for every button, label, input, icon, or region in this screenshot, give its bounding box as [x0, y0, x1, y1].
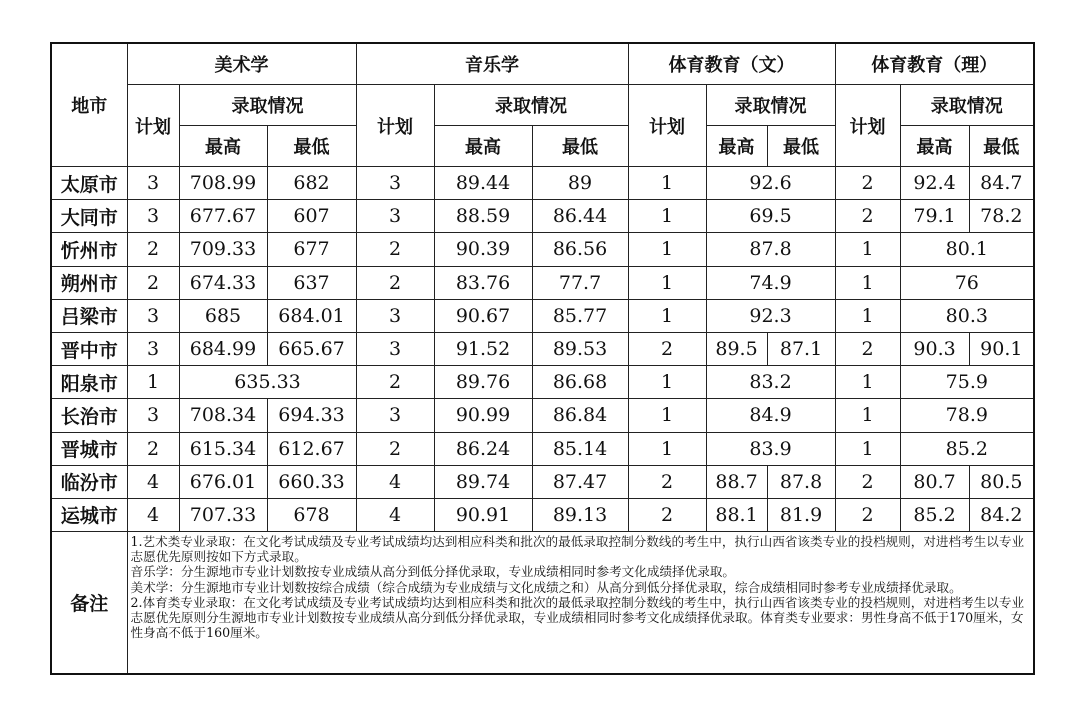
tiyu-li-low: 84.2	[969, 498, 1034, 531]
city-name: 晋城市	[51, 432, 127, 465]
header-admission: 录取情况	[179, 85, 356, 126]
header-plan: 计划	[356, 85, 434, 167]
header-group-meishu: 美术学	[127, 43, 356, 85]
city-name: 运城市	[51, 498, 127, 531]
meishu-low: 665.67	[267, 332, 356, 365]
tiyu-wen-plan: 1	[628, 299, 706, 332]
meishu-plan: 3	[127, 167, 179, 200]
yinyue-low: 89	[532, 167, 628, 200]
tiyu-wen-score-merged: 92.6	[706, 167, 835, 200]
city-name: 朔州市	[51, 266, 127, 299]
meishu-high: 707.33	[179, 498, 267, 531]
yinyue-plan: 2	[356, 366, 434, 399]
tiyu-wen-plan: 2	[628, 465, 706, 498]
meishu-plan: 4	[127, 465, 179, 498]
yinyue-high: 90.91	[434, 498, 532, 531]
tiyu-wen-high: 88.7	[706, 465, 767, 498]
header-low: 最低	[532, 126, 628, 167]
meishu-low: 660.33	[267, 465, 356, 498]
tiyu-li-plan: 2	[835, 465, 900, 498]
tiyu-li-plan: 1	[835, 299, 900, 332]
header-group-yinyue: 音乐学	[356, 43, 628, 85]
meishu-plan: 2	[127, 266, 179, 299]
tiyu-wen-plan: 1	[628, 167, 706, 200]
tiyu-li-low: 80.5	[969, 465, 1034, 498]
header-plan: 计划	[127, 85, 179, 167]
city-name: 太原市	[51, 167, 127, 200]
tiyu-li-high: 80.7	[900, 465, 969, 498]
tiyu-wen-score-merged: 74.9	[706, 266, 835, 299]
tiyu-wen-low: 81.9	[767, 498, 835, 531]
tiyu-li-score-merged: 76	[900, 266, 1034, 299]
yinyue-high: 90.99	[434, 399, 532, 432]
yinyue-plan: 2	[356, 266, 434, 299]
meishu-plan: 3	[127, 200, 179, 233]
meishu-low: 637	[267, 266, 356, 299]
city-name: 临汾市	[51, 465, 127, 498]
header-high: 最高	[900, 126, 969, 167]
meishu-low: 682	[267, 167, 356, 200]
meishu-low: 677	[267, 233, 356, 266]
table-row	[51, 332, 1034, 365]
yinyue-plan: 3	[356, 200, 434, 233]
meishu-score-merged: 635.33	[179, 366, 356, 399]
tiyu-li-score-merged: 78.9	[900, 399, 1034, 432]
tiyu-li-high: 85.2	[900, 498, 969, 531]
tiyu-wen-score-merged: 92.3	[706, 299, 835, 332]
tiyu-li-low: 84.7	[969, 167, 1034, 200]
tiyu-li-low: 90.1	[969, 332, 1034, 365]
notes-line: 2.体育类专业录取：在文化考试成绩及专业考试成绩均达到相应科类和批次的最低录取控制分数线的考生中，执行山西省该类专业的投档规则，对进档考生以专业志愿优先原则分生源地市专业计划数按专业成绩从高分到低分择优录取，专业成绩相同时参考文化成绩择优录取。体育类专业要求：男性身高不低于170厘米，女性身高不低于160厘米。	[130, 594, 1025, 641]
meishu-high: 676.01	[179, 465, 267, 498]
tiyu-wen-plan: 2	[628, 332, 706, 365]
yinyue-plan: 3	[356, 399, 434, 432]
header-high: 最高	[179, 126, 267, 167]
table-row	[51, 200, 1034, 233]
tiyu-li-high: 79.1	[900, 200, 969, 233]
meishu-high: 615.34	[179, 432, 267, 465]
notes-label: 备注	[51, 532, 127, 675]
yinyue-high: 86.24	[434, 432, 532, 465]
yinyue-high: 90.67	[434, 299, 532, 332]
meishu-low: 678	[267, 498, 356, 531]
tiyu-li-high: 90.3	[900, 332, 969, 365]
tiyu-li-plan: 1	[835, 233, 900, 266]
header-plan: 计划	[628, 85, 706, 167]
yinyue-plan: 3	[356, 332, 434, 365]
tiyu-li-score-merged: 85.2	[900, 432, 1034, 465]
notes-text	[127, 532, 1034, 675]
city-name: 晋中市	[51, 332, 127, 365]
tiyu-wen-low: 87.8	[767, 465, 835, 498]
table-row	[51, 167, 1034, 200]
yinyue-low: 85.77	[532, 299, 628, 332]
header-admission: 录取情况	[900, 85, 1034, 126]
tiyu-li-low: 78.2	[969, 200, 1034, 233]
yinyue-high: 83.76	[434, 266, 532, 299]
notes-line: 美术学：分生源地市专业计划数按综合成绩（综合成绩为专业成绩与文化成绩之和）从高分到低分择优录取，综合成绩相同时参考专业成绩择优录取。	[130, 579, 962, 595]
yinyue-low: 87.47	[532, 465, 628, 498]
tiyu-li-plan: 1	[835, 432, 900, 465]
meishu-plan: 1	[127, 366, 179, 399]
city-name: 吕梁市	[51, 299, 127, 332]
table-row	[51, 498, 1034, 531]
city-name: 大同市	[51, 200, 127, 233]
city-name: 阳泉市	[51, 366, 127, 399]
header-admission: 录取情况	[434, 85, 628, 126]
yinyue-plan: 2	[356, 233, 434, 266]
meishu-high: 677.67	[179, 200, 267, 233]
tiyu-li-plan: 1	[835, 399, 900, 432]
meishu-high: 685	[179, 299, 267, 332]
tiyu-li-score-merged: 75.9	[900, 366, 1034, 399]
yinyue-low: 86.56	[532, 233, 628, 266]
header-city: 地市	[51, 43, 127, 167]
header-high: 最高	[434, 126, 532, 167]
header-group-tiyu-li: 体育教育（理）	[835, 43, 1034, 85]
header-admission: 录取情况	[706, 85, 835, 126]
tiyu-wen-score-merged: 69.5	[706, 200, 835, 233]
meishu-low: 684.01	[267, 299, 356, 332]
tiyu-li-plan: 2	[835, 167, 900, 200]
tiyu-wen-score-merged: 84.9	[706, 399, 835, 432]
yinyue-low: 86.68	[532, 366, 628, 399]
meishu-plan: 4	[127, 498, 179, 531]
yinyue-low: 85.14	[532, 432, 628, 465]
table-row	[51, 465, 1034, 498]
tiyu-wen-plan: 1	[628, 200, 706, 233]
meishu-high: 709.33	[179, 233, 267, 266]
yinyue-high: 89.74	[434, 465, 532, 498]
meishu-high: 708.99	[179, 167, 267, 200]
city-name: 长治市	[51, 399, 127, 432]
tiyu-wen-plan: 1	[628, 432, 706, 465]
meishu-plan: 3	[127, 332, 179, 365]
table-row	[51, 399, 1034, 432]
notes-line: 1.艺术类专业录取：在文化考试成绩及专业考试成绩均达到相应科类和批次的最低录取控制分数线的考生中，执行山西省该类专业的投档规则，对进档考生以专业志愿优先原则按如下方式录取。	[130, 534, 1025, 565]
meishu-plan: 3	[127, 399, 179, 432]
table-row	[51, 266, 1034, 299]
yinyue-high: 89.44	[434, 167, 532, 200]
yinyue-high: 88.59	[434, 200, 532, 233]
tiyu-wen-score-merged: 87.8	[706, 233, 835, 266]
tiyu-wen-plan: 1	[628, 266, 706, 299]
tiyu-li-score-merged: 80.3	[900, 299, 1034, 332]
yinyue-low: 77.7	[532, 266, 628, 299]
admission-table	[50, 42, 1035, 675]
header-low: 最低	[767, 126, 835, 167]
yinyue-plan: 4	[356, 498, 434, 531]
tiyu-wen-plan: 1	[628, 366, 706, 399]
meishu-low: 612.67	[267, 432, 356, 465]
yinyue-low: 86.84	[532, 399, 628, 432]
yinyue-low: 89.53	[532, 332, 628, 365]
yinyue-low: 89.13	[532, 498, 628, 531]
meishu-low: 607	[267, 200, 356, 233]
tiyu-wen-plan: 2	[628, 498, 706, 531]
header-high: 最高	[706, 126, 767, 167]
yinyue-plan: 4	[356, 465, 434, 498]
tiyu-li-plan: 1	[835, 266, 900, 299]
tiyu-li-plan: 2	[835, 332, 900, 365]
header-group-tiyu-wen: 体育教育（文）	[628, 43, 835, 85]
yinyue-high: 91.52	[434, 332, 532, 365]
yinyue-high: 89.76	[434, 366, 532, 399]
yinyue-plan: 2	[356, 432, 434, 465]
table-row	[51, 432, 1034, 465]
city-name: 忻州市	[51, 233, 127, 266]
yinyue-high: 90.39	[434, 233, 532, 266]
meishu-plan: 2	[127, 432, 179, 465]
meishu-high: 708.34	[179, 399, 267, 432]
tiyu-li-high: 92.4	[900, 167, 969, 200]
tiyu-li-plan: 2	[835, 200, 900, 233]
tiyu-wen-score-merged: 83.2	[706, 366, 835, 399]
tiyu-wen-high: 89.5	[706, 332, 767, 365]
tiyu-wen-plan: 1	[628, 399, 706, 432]
tiyu-wen-plan: 1	[628, 233, 706, 266]
meishu-plan: 3	[127, 299, 179, 332]
meishu-high: 674.33	[179, 266, 267, 299]
meishu-low: 694.33	[267, 399, 356, 432]
table-row	[51, 233, 1034, 266]
header-low: 最低	[969, 126, 1034, 167]
notes-line: 音乐学：分生源地市专业计划数按专业成绩从高分到低分择优录取，专业成绩相同时参考文化成绩择优录取。	[130, 564, 735, 580]
yinyue-low: 86.44	[532, 200, 628, 233]
meishu-plan: 2	[127, 233, 179, 266]
tiyu-li-plan: 1	[835, 366, 900, 399]
tiyu-li-score-merged: 80.1	[900, 233, 1034, 266]
tiyu-wen-high: 88.1	[706, 498, 767, 531]
tiyu-wen-low: 87.1	[767, 332, 835, 365]
tiyu-wen-score-merged: 83.9	[706, 432, 835, 465]
header-low: 最低	[267, 126, 356, 167]
header-plan: 计划	[835, 85, 900, 167]
table-row	[51, 299, 1034, 332]
meishu-high: 684.99	[179, 332, 267, 365]
tiyu-li-plan: 2	[835, 498, 900, 531]
table-row	[51, 366, 1034, 399]
yinyue-plan: 3	[356, 167, 434, 200]
yinyue-plan: 3	[356, 299, 434, 332]
